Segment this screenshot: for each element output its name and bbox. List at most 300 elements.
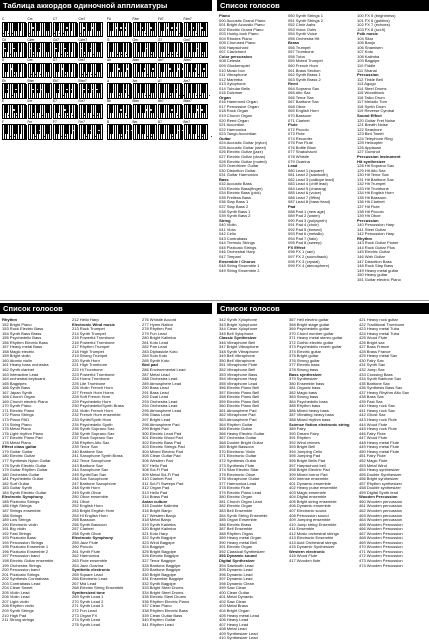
voice-item: 467 Wooden Percussion: [359, 530, 403, 536]
black-key: [125, 125, 126, 134]
pressed-key-marker: [200, 95, 201, 96]
voice-item: 282 Pan Lead: [142, 344, 167, 350]
voice-list-column: [2, 317, 70, 623]
voice-item: 149 Heavy metal guitar: [357, 267, 399, 273]
voice-item: 201 Pizzicato Strings: [2, 571, 40, 577]
chord-label: E7: [53, 99, 57, 103]
voice-item: 264 Jazz Ocarina: [72, 562, 104, 568]
voice-item: 347 Bright Vibraphone: [219, 344, 259, 350]
voice-item: 026 Electric Guitar (jazz): [219, 149, 263, 155]
black-key: [186, 105, 187, 114]
keyboard-icon: [107, 63, 131, 79]
voice-item: 212 Hello Harp: [72, 317, 99, 322]
black-key: [169, 23, 170, 32]
voice-item: 410 Jump string Ensemble: [289, 521, 337, 527]
black-key: [71, 43, 72, 52]
black-key: [201, 43, 202, 52]
voice-item: 105 Banjo: [357, 40, 376, 46]
voice-item: 411 Ensemble: [289, 526, 315, 532]
voice-item: 171 Electric Piano: [2, 407, 35, 413]
pressed-key-marker: [209, 95, 210, 96]
black-key: [88, 64, 89, 73]
chord-diagram: [53, 100, 77, 112]
voice-item: 072 Piccolo: [288, 126, 309, 132]
black-key: [11, 23, 12, 32]
voice-item: 172 Piano Strings: [2, 412, 34, 418]
voice-item: 424 Heavy metal Tuba: [359, 330, 400, 336]
chord-label: Dm7: [78, 58, 86, 62]
voice-item: 312 Organ Pad: [142, 485, 170, 491]
keyboard-icon: [79, 42, 103, 58]
voice-item: 381 Church Organ Lead: [219, 498, 263, 504]
voice-item: 159 Bright violin: [2, 353, 31, 359]
voice-item: 405 Heavy metal Lead: [219, 612, 260, 618]
chord-diagram: [2, 59, 26, 71]
voice-item: 050 Synth Strings 1: [288, 13, 323, 18]
chord-label: C#m7: [78, 37, 88, 42]
chord-diagram: [53, 80, 77, 92]
pressed-key-marker: [13, 48, 14, 49]
pressed-key-marker: [193, 27, 194, 28]
voice-item: 179 Guitar Rhythm Guitar: [2, 467, 48, 473]
voice-item: 396 Bright Bells Pad: [289, 457, 326, 463]
voice-item: 461 Wooden percussion: [359, 503, 403, 509]
black-key: [30, 64, 31, 73]
black-key: [5, 64, 6, 73]
voice-item: 067 Baritone Sax: [288, 99, 319, 105]
chord-diagram: [79, 80, 103, 92]
voice-item: 225 Lite Trombone: [72, 380, 106, 386]
pressed-key-marker: [33, 54, 34, 55]
voice-list-column: [289, 318, 357, 600]
voice-item: 464 Wooden percussion: [359, 517, 403, 523]
voice-item: 007 Clavichord: [219, 49, 246, 55]
black-key: [32, 64, 33, 73]
voice-item: 023 Tango Accordian: [219, 131, 257, 137]
chord-label: Em: [27, 99, 33, 103]
chord-label: Am: [132, 78, 138, 83]
chord-diagram: [107, 80, 131, 92]
keyboard-icon: [2, 104, 26, 120]
black-key: [116, 105, 117, 114]
voice-item: 402 Heavy pulse ensemble: [289, 485, 338, 491]
chord-label: Ab7: [158, 58, 164, 62]
voice-item: 240 Baritone Sax: [72, 448, 103, 454]
black-key: [161, 43, 162, 52]
voice-item: 257 Clarinet: [72, 526, 94, 532]
voice-item: 415 Dynamic Synthesizer: [289, 544, 335, 550]
pressed-key-marker: [12, 95, 13, 96]
black-key: [37, 43, 38, 52]
chord-diagram: [133, 80, 157, 92]
voice-item: 358 Electric Piano Bell: [219, 394, 260, 400]
voice-item: 069 English Horn: [288, 108, 319, 114]
black-key: [98, 84, 99, 93]
voice-item: 407 Heavy Lead: [219, 621, 249, 627]
voice-item: 472 Wooden Percussion: [359, 553, 403, 559]
voice-item: 404 Digital ensemble: [289, 494, 327, 500]
black-key: [161, 23, 162, 32]
black-key: [30, 84, 31, 93]
black-key: [56, 64, 57, 73]
black-key: [176, 43, 177, 52]
black-key: [45, 125, 46, 134]
voice-item: 167 Japan Synth: [2, 389, 33, 395]
pressed-key-marker: [152, 68, 153, 69]
pressed-key-marker: [208, 130, 209, 131]
black-key: [88, 125, 89, 134]
black-key: [118, 43, 119, 52]
pressed-key-marker: [67, 54, 68, 55]
voice-item: 099 FX 4 (atmosphere): [288, 263, 330, 269]
black-key: [66, 105, 67, 114]
black-key: [7, 23, 8, 32]
voice-item: 379 Electric Piano Lead: [219, 489, 262, 495]
voice-category: Sound Effect: [357, 113, 382, 119]
black-key: [171, 125, 172, 134]
voice-item: 403 Magic ensemble: [289, 489, 326, 495]
voice-item: 322 Synth Bagpipe: [142, 535, 176, 541]
keyboard-icon: [28, 104, 52, 120]
voice-item: 305 Clean Guitar Pad: [142, 453, 181, 459]
voice-item: 198 Electric Guitar ensemble: [2, 557, 54, 563]
black-key: [64, 23, 65, 32]
white-key: [206, 43, 208, 58]
voice-item: 258 Synth Oboe: [72, 530, 101, 536]
voice-item: 391 Electric Organ: [219, 544, 253, 550]
voice-item: 091 Pad 4 (choir): [288, 222, 319, 228]
black-key: [64, 84, 65, 93]
voice-item: 025 Acoustic Guitar (steel): [219, 144, 266, 150]
black-key: [47, 84, 48, 93]
black-key: [39, 105, 40, 114]
voice-item: 406 Dynamic ensemble: [289, 503, 331, 509]
chord-diagram: [28, 121, 52, 133]
black-key: [15, 125, 16, 134]
black-key: [47, 43, 48, 52]
voice-item: 002 Electric Grand Piano: [219, 26, 264, 32]
voice-item: 387 Vibrating heavy bass: [289, 412, 334, 418]
voice-item: 429 Heavy metal Sax: [359, 353, 398, 359]
voice-item: 186 High Strings: [2, 503, 32, 509]
black-key: [58, 23, 59, 32]
chord-diagram: [79, 100, 103, 112]
white-key: [206, 125, 208, 140]
voice-item: 313 Hello Pad: [142, 489, 168, 495]
voice-category: Percussion: [357, 72, 379, 78]
voice-item: 217 Rhythm Trumpet: [72, 344, 110, 350]
voice-item: 163 Interactive Lead: [2, 371, 39, 377]
voice-item: 443 Heavy rock Flute: [359, 417, 397, 423]
chord-diagram: [133, 18, 157, 30]
keyboard-icon: [28, 63, 52, 79]
black-key: [110, 84, 111, 93]
black-key: [96, 125, 97, 134]
black-key: [195, 23, 196, 32]
voice-item: 439 Fast Sax: [359, 398, 383, 404]
voice-item: 252 English Horn: [72, 503, 103, 509]
black-key: [32, 43, 33, 52]
pressed-key-marker: [176, 27, 177, 28]
white-key: [206, 84, 208, 99]
voice-item: 422 Traditional Trombone: [359, 321, 405, 327]
pressed-key-marker: [86, 136, 87, 137]
black-key: [163, 125, 164, 134]
voice-item: 271 Synth Lead 3: [72, 603, 104, 609]
voice-item: 466 Wooden Percussion: [359, 526, 403, 532]
voice-item: 179 Guitar Guitar: [2, 448, 33, 454]
voice-list-column: [219, 317, 287, 641]
chord-diagram: [2, 18, 26, 30]
black-key: [81, 64, 82, 73]
chord-label: Bb7: [158, 99, 164, 103]
black-key: [203, 43, 204, 52]
keyboard-icon: [158, 124, 182, 140]
voice-item: 474 Wooden Percussion: [359, 562, 403, 568]
chord-diagram: [158, 59, 182, 71]
black-key: [167, 125, 168, 134]
voice-item: 400 Clean Guitar: [219, 589, 250, 595]
black-key: [110, 125, 111, 134]
voice-item: 316 Bright Banjo: [142, 507, 172, 513]
black-key: [90, 64, 91, 73]
keyboard-icon: [2, 83, 26, 99]
voice-item: 090 Pad 3 (polysynth): [288, 217, 327, 223]
black-key: [135, 64, 136, 73]
voice-item: 156 Rhythm Electric Bass: [2, 339, 48, 345]
voice-item: 397 Dynamic Lead: [219, 576, 253, 582]
pressed-key-marker: [171, 27, 172, 28]
voice-category: Wooden Percussion: [359, 494, 398, 500]
voice-item: 380 Electric Organ: [219, 494, 253, 500]
chord-label: Cm: [27, 17, 33, 21]
black-key: [197, 64, 198, 73]
chord-label: F: [2, 119, 4, 124]
voice-item: 221 High Trombone: [72, 362, 108, 368]
voice-item: 066 Tenor Sax: [288, 94, 314, 100]
black-key: [47, 105, 48, 114]
voice-item: 401 Metal Dynamic: [219, 594, 254, 600]
pressed-key-marker: [64, 109, 65, 110]
voice-item: 382 Magic bass: [289, 389, 318, 395]
voice-item: 182 Surf Guitar: [2, 480, 30, 486]
black-key: [193, 125, 194, 134]
voice-item: 320 Bright Kalimba: [142, 526, 176, 532]
voice-item: 160 Atomic violin: [2, 357, 33, 363]
black-key: [146, 125, 147, 134]
voice-item: 207 Light violin: [2, 598, 29, 604]
voice-item: 317 Western Banjo: [142, 512, 177, 518]
voice-item: 323 Wind Bagpipe: [142, 539, 175, 545]
chord-table: [2, 18, 209, 141]
voice-item: 082 Lead 3 (calliope lead): [288, 176, 335, 182]
voice-item: 458 Double synthesizer: [359, 485, 401, 491]
voice-item: 194 Percussion Strings: [2, 539, 44, 545]
chord-label: A7: [158, 78, 162, 83]
chord-diagram: [107, 100, 131, 112]
black-key: [5, 23, 6, 32]
voice-item: 249 Synth Oboe: [72, 489, 101, 495]
voice-item: 048 String Ensemble 1: [219, 263, 260, 269]
voice-item: 244 Saxophone Sax: [72, 467, 109, 473]
chord-label: E: [2, 99, 5, 103]
voice-item: 241 Saxophone Synth Brass: [72, 453, 123, 459]
voice-item: 013 Xylophone: [219, 81, 246, 87]
voice-item: 378 Electric Flute: [219, 485, 250, 491]
black-key: [98, 43, 99, 52]
pressed-key-marker: [171, 109, 172, 110]
black-key: [110, 105, 111, 114]
black-key: [64, 125, 65, 134]
voice-category: Classic Synthesizer: [219, 335, 257, 341]
keyboard-icon: [184, 104, 208, 120]
chord-label: D7: [53, 58, 58, 62]
white-key: [206, 64, 208, 79]
black-key: [116, 43, 117, 52]
black-key: [73, 105, 74, 114]
chord-label: C#m: [27, 37, 35, 42]
voice-item: 206 Violin Lead: [2, 594, 30, 600]
black-key: [83, 105, 84, 114]
voice-category: Color percussion: [219, 53, 252, 59]
voice-item: 190 Electronic violin: [2, 521, 38, 527]
voice-category: Bass synthesizer: [289, 371, 322, 377]
voice-item: 073 Flute: [288, 131, 305, 137]
black-key: [127, 105, 128, 114]
voice-item: 350 Bell Vibraphone: [219, 357, 255, 363]
voice-item: 447 Wood Flute: [359, 435, 388, 441]
voice-item: 414 Acid Orchestral strings: [289, 539, 337, 545]
chord-label: C#7: [53, 37, 59, 42]
voice-item: 432 Jump Sax: [359, 367, 385, 373]
black-key: [118, 23, 119, 32]
black-key: [20, 84, 21, 93]
voice-item: 421 Heavy rock guitar: [359, 317, 398, 322]
keyboard-icon: [133, 42, 157, 58]
voice-item: 363 Atmosphere Pad: [219, 417, 257, 423]
chord-diagram: [28, 18, 52, 30]
pressed-key-marker: [119, 95, 120, 96]
pressed-key-marker: [120, 27, 121, 28]
black-key: [92, 64, 93, 73]
voice-item: 381 Organic bass: [289, 385, 321, 391]
voice-item: 005 Chorused Piano: [219, 40, 256, 46]
voice-item: 442 Ghost Sax: [359, 412, 386, 418]
voice-item: 119 Reverse Cymbal: [357, 108, 395, 114]
voice-item: 176 Light rhythm Piano: [2, 430, 44, 436]
pressed-key-marker: [15, 89, 16, 90]
voice-item: 448 Heavy metal Flute: [359, 439, 400, 445]
voice-item: 408 Metal Lead: [219, 626, 247, 632]
black-key: [11, 84, 12, 93]
chord-table-header: Таблица аккордов одиночной аппликатуры: [0, 0, 212, 11]
black-key: [13, 64, 14, 73]
voice-item: 148 Rock Slap Bass: [357, 263, 394, 269]
voice-item: 436 Synthesis Bass Sax: [359, 385, 403, 391]
voice-item: 055 Orchestra Hit: [288, 35, 320, 41]
voice-item: 450 Heavy metal Flute: [359, 448, 400, 454]
black-key: [112, 43, 113, 52]
voice-item: 460 Wooden percussion: [359, 498, 403, 504]
voice-item: 348 Synth Vibraphone: [219, 348, 259, 354]
voice-item: 409 Synthesizer Lead: [219, 630, 258, 636]
voice-item: 020 Reed Organ: [219, 117, 249, 123]
black-key: [152, 125, 153, 134]
voice-category: Western electronic: [289, 548, 325, 554]
black-key: [22, 105, 23, 114]
voice-item: 315 Double Kalimba: [142, 503, 179, 509]
voice-category: String: [219, 217, 231, 223]
voice-item: 220 Synth Horn: [72, 357, 100, 363]
black-key: [188, 23, 189, 32]
voice-item: 127 Gunshot: [357, 149, 380, 155]
voice-item: 245 Synth/Sax Sax: [72, 471, 107, 477]
voice-item: 446 Fairy Flute: [359, 430, 386, 436]
pressed-key-marker: [149, 95, 150, 96]
voice-item: 158 Magic electric: [2, 348, 35, 354]
voice-item: 015 Dulcimer: [219, 90, 243, 96]
chord-diagram: [158, 80, 182, 92]
keyboard-icon: [184, 63, 208, 79]
voice-item: 286 Environmental Lead: [142, 367, 186, 373]
black-key: [127, 43, 128, 52]
black-key: [5, 105, 6, 114]
black-key: [203, 84, 204, 93]
voice-item: 302 Electric Bass Pad: [142, 439, 182, 445]
black-key: [150, 84, 151, 93]
voice-category: Asian culture: [142, 498, 168, 504]
black-key: [20, 125, 21, 134]
black-key: [203, 105, 204, 114]
voice-item: 166 Synth Bass: [2, 385, 31, 391]
voice-item: 406 Heavy Lead: [219, 617, 249, 623]
voice-item: 437 Heavy Rhythm Alto Sax: [359, 389, 409, 395]
black-key: [161, 84, 162, 93]
voice-item: 216 Powerful Trombone: [72, 339, 115, 345]
voice-item: 267 Mid Lead: [72, 580, 97, 586]
voice-item: 183 Guitar Synth: [2, 485, 33, 491]
voice-item: 033 Electric Bass(finger): [219, 185, 263, 191]
voice-item: 016 Hammond Organ: [219, 99, 258, 105]
black-key: [144, 23, 145, 32]
voice-item: 064 Soprano Sax: [288, 85, 319, 91]
voice-item: 289 Atmosphere Lead: [142, 380, 182, 386]
voice-item: 032 Acoustic Bass: [219, 181, 252, 187]
pressed-key-marker: [144, 68, 145, 69]
voice-item: 314 Brass Pad: [142, 494, 169, 500]
voice-item: 008 Celesta: [219, 58, 241, 64]
voice-item: 038 Synth Bass 1: [219, 208, 251, 214]
voice-item: 374 Sitar Electric Sitar: [219, 467, 259, 473]
black-key: [88, 105, 89, 114]
chord-label: Bbm7: [183, 99, 192, 103]
voice-item: 199 Orchestra Strings: [2, 562, 41, 568]
voice-item: 376 Vibraphone Guitar: [219, 476, 260, 482]
voice-category: Pad: [288, 203, 296, 209]
voice-item: 086 Lead 7 (fifths): [288, 194, 321, 200]
black-key: [56, 23, 57, 32]
chord-diagram: [53, 39, 77, 51]
black-key: [203, 125, 204, 134]
black-key: [137, 64, 138, 73]
pressed-key-marker: [35, 136, 36, 137]
voice-item: 107 Koto: [357, 49, 374, 55]
voice-item: 196 Pizzicato Ensemble 2: [2, 548, 49, 554]
voice-item: 445 Heavy rock Flute: [359, 426, 397, 432]
black-key: [92, 105, 93, 114]
voice-item: 239 Tenor Sax: [72, 444, 98, 450]
voice-item: 034 Electric Bass (pick): [219, 190, 261, 196]
